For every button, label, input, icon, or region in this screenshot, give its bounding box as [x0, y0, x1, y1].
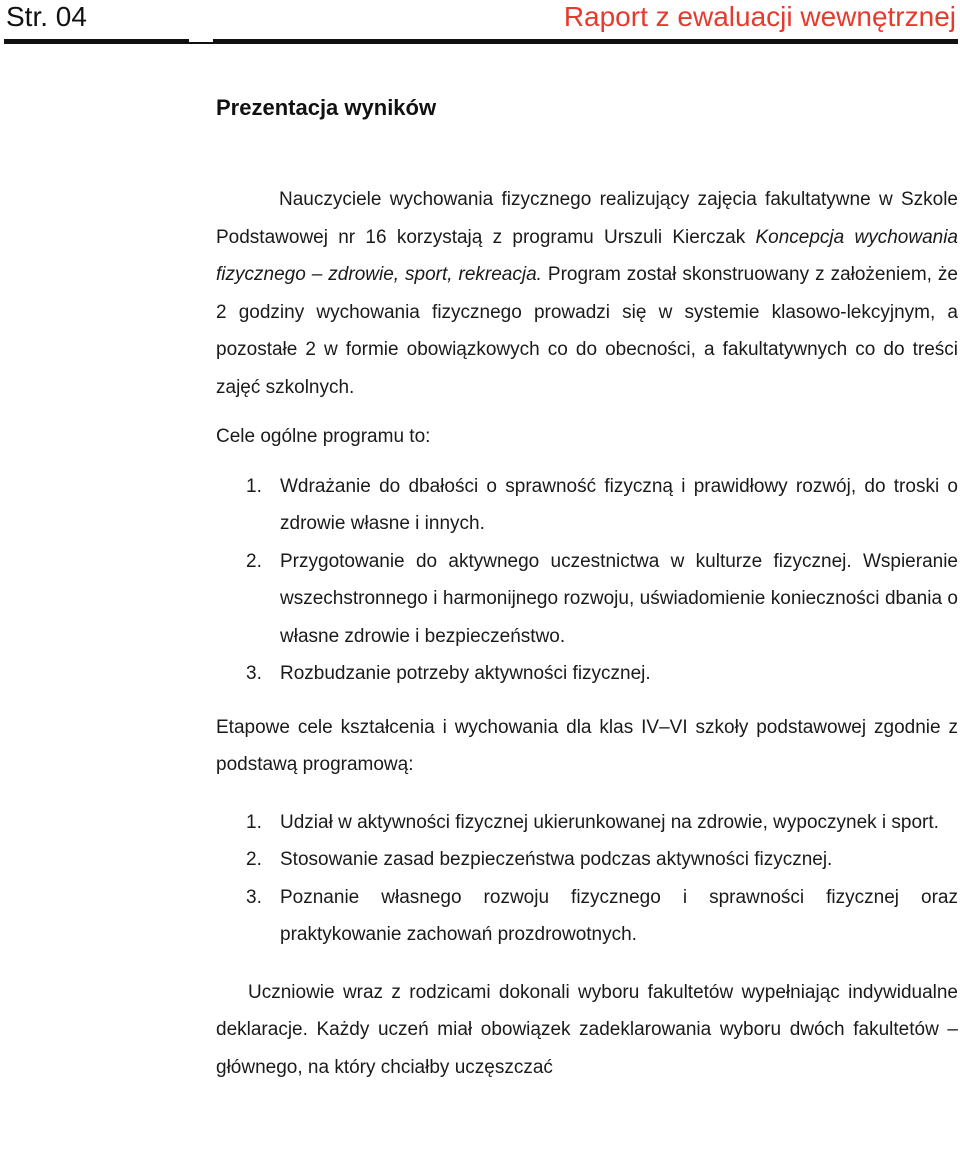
intro-text: Nauczyciele wychowania fizycznego realizujący zajęcia fakultatywne w Szkole Podstawowej nr 16 korzystają z programu Urszuli Kierczak — [216, 189, 958, 248]
list-item — [216, 543, 958, 656]
intro-text-rest: Program został skonstruowany z założeniem, że 2 godziny wychowania fizycznego prowadzi się w systemie klasowo-lekcyjnym, a pozostałe 2 w formie obowiązkowych co do obecności, a fakultatywnych co do treści zajęć szkolnych. — [216, 264, 959, 398]
list-item-number: 3. — [246, 663, 262, 684]
goals-heading: Cele ogólne programu to: — [216, 426, 431, 447]
page-header — [0, 0, 960, 48]
list-item-text: Udział w aktywności fizycznej ukierunkowanej na zdrowie, wypoczynek i sport. — [280, 811, 939, 833]
list-item-text: Stosowanie zasad bezpieczeństwa podczas aktywności fizycznej. — [280, 849, 833, 870]
list-item-number: 3. — [246, 886, 262, 908]
list-item-number: 1. — [246, 475, 262, 497]
program-title: Koncepcja wychowania fizycznego – zdrowie, sport, rekreacja. — [216, 226, 958, 285]
intro-paragraph — [216, 181, 958, 406]
list-item-number: 1. — [246, 811, 262, 833]
list-item — [216, 879, 958, 954]
list-item-text: Wdrażanie do dbałości o sprawność fizyczną i prawidłowy rozwój, do troski o zdrowie własne i innych. — [280, 475, 958, 534]
list-item-text: Poznanie własnego rozwoju fizycznego i sprawności fizycznej oraz praktykowanie zachowań prozdrowotnych. — [280, 886, 958, 945]
closing-paragraph: Uczniowie wraz z rodzicami dokonali wyboru fakultetów wypełniając indywidualne deklaracje. Każdy uczeń miał obowiązek zadeklarowania wyboru dwóch fakultetów – głównego, na który chciałby uczęszczać — [216, 981, 958, 1078]
header-rule — [4, 39, 958, 44]
report-title: Raport z ewaluacji wewnętrznej — [563, 1, 956, 32]
list-item — [216, 655, 958, 693]
page-number: Str. 04 — [6, 1, 87, 32]
stages-list — [216, 804, 958, 954]
list-item-number: 2. — [246, 849, 262, 870]
list-item-number: 2. — [246, 550, 262, 572]
list-item-text: Przygotowanie do aktywnego uczestnictwa w kulturze fizycznej. Wspieranie wszechstronnego i harmonijnego rozwoju, uświadomienie konieczności dbania o własne zdrowie i bezpieczeństwo. — [280, 550, 958, 647]
goals-list — [216, 468, 958, 693]
header-rule-notch — [189, 39, 213, 42]
list-item — [216, 468, 958, 543]
document-body — [216, 181, 958, 1086]
stages-heading: Etapowe cele kształcenia i wychowania dla klas IV–VI szkoły podstawowej zgodnie z podstawą programową: — [216, 716, 958, 775]
list-item — [216, 804, 958, 842]
list-item-text: Rozbudzanie potrzeby aktywności fizycznej. — [280, 663, 651, 684]
list-item — [216, 841, 958, 879]
section-title: Prezentacja wyników — [216, 95, 437, 120]
